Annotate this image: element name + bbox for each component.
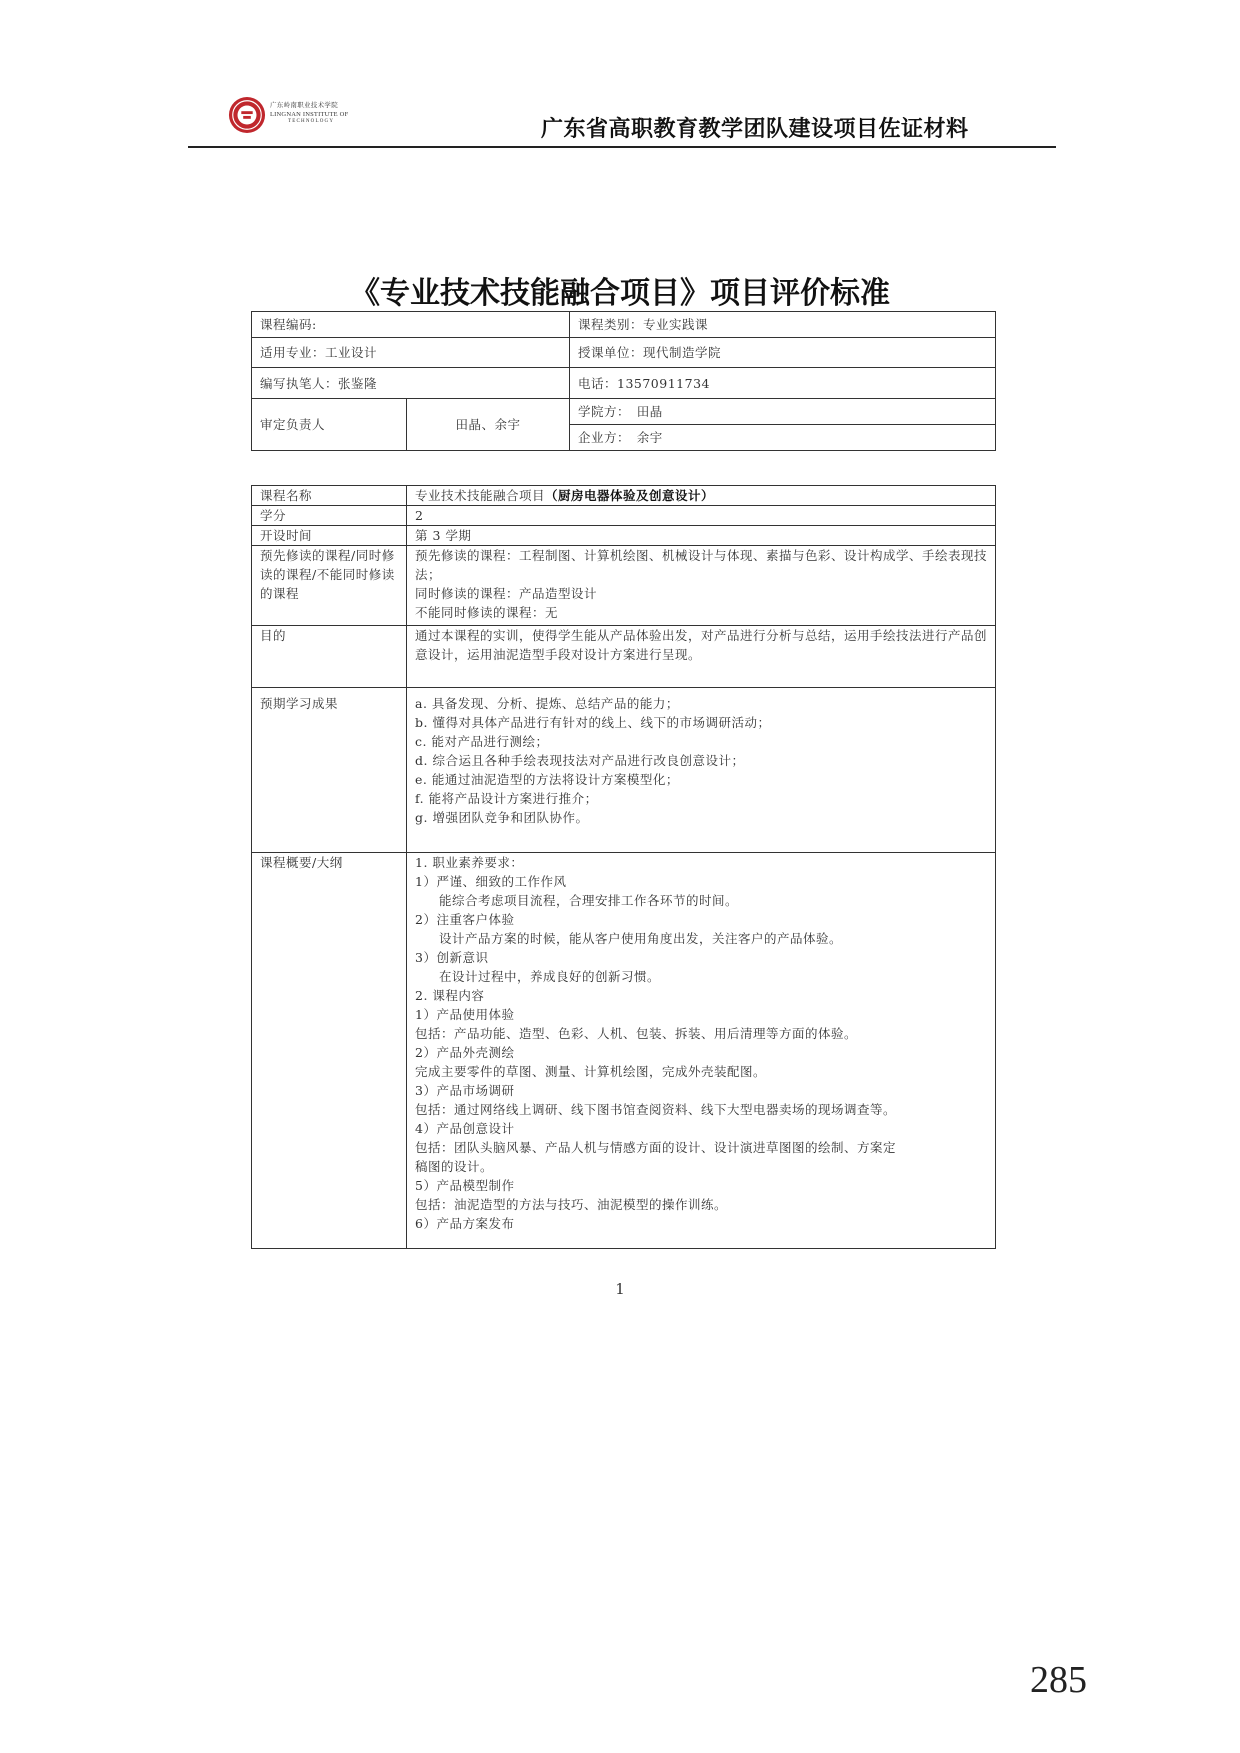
logo-en: LINGNAN INSTITUTE OF bbox=[270, 111, 349, 118]
outline-line: 5）产品模型制作 bbox=[415, 1178, 515, 1193]
course-name-label: 课程名称 bbox=[252, 486, 407, 506]
outline-line: 6）产品方案发布 bbox=[415, 1216, 515, 1231]
table-row bbox=[252, 546, 996, 626]
outline-line: 1. 职业素养要求： bbox=[415, 855, 524, 870]
prereq-line: 不能同时修读的课程：无 bbox=[415, 605, 559, 620]
outline-line: 1）产品使用体验 bbox=[415, 1007, 515, 1022]
reviewer-label: 审定负责人 bbox=[252, 399, 407, 451]
table-row bbox=[252, 399, 996, 425]
inner-page-number: 1 bbox=[615, 1280, 625, 1298]
table-row bbox=[252, 526, 996, 546]
major: 适用专业：工业设计 bbox=[252, 338, 570, 368]
course-detail-table bbox=[251, 485, 996, 1249]
goal-content: 通过本课程的实训，使得学生能从产品体验出发，对产品进行分析与总结，运用手绘技法进行产品创意设计，运用油泥造型手段对设计方案进行呈现。 bbox=[407, 626, 996, 688]
outline-line: 2）注重客户体验 bbox=[415, 912, 515, 927]
outline-line: 在设计过程中，养成良好的创新习惯。 bbox=[439, 969, 661, 984]
logo-cn: 广东岭南职业技术学院 bbox=[270, 101, 338, 109]
outline-line: 3）产品市场调研 bbox=[415, 1083, 515, 1098]
outline-line: 1）严谨、细致的工作作风 bbox=[415, 874, 567, 889]
table-row bbox=[252, 626, 996, 688]
course-code: 课程编码: bbox=[252, 312, 570, 338]
college-logo-icon bbox=[228, 96, 266, 134]
outline-line: 包括：通过网络线上调研、线下图书馆查阅资料、线下大型电器卖场的现场调查等。 bbox=[415, 1102, 897, 1117]
course-type: 课程类别：专业实践课 bbox=[570, 312, 996, 338]
term-value: 第 3 学期 bbox=[407, 526, 996, 546]
prereq-line: 同时修读的课程：产品造型设计 bbox=[415, 586, 598, 601]
outline-label: 课程概要/大纲 bbox=[252, 853, 407, 1249]
outcome-item: e. 能通过油泥造型的方法将设计方案模型化； bbox=[415, 772, 679, 787]
prereq-content bbox=[407, 546, 996, 626]
credit-label: 学分 bbox=[252, 506, 407, 526]
table-row bbox=[252, 688, 996, 853]
course-name-bold: （厨房电器体验及创意设计） bbox=[545, 488, 715, 503]
document-title: 《专业技术技能融合项目》项目评价标准 bbox=[350, 276, 890, 311]
outcome-item: a. 具备发现、分析、提炼、总结产品的能力； bbox=[415, 696, 679, 711]
prereq-line: 预先修读的课程：工程制图、计算机绘图、机械设计与体现、素描与色彩、设计构成学、手绘表现技法； bbox=[415, 548, 988, 582]
teaching-unit: 授课单位：现代制造学院 bbox=[570, 338, 996, 368]
outline-line: 2）产品外壳测绘 bbox=[415, 1045, 515, 1060]
reviewer-names: 田晶、余宇 bbox=[407, 399, 570, 451]
logo-en2: TECHNOLOGY bbox=[288, 119, 335, 124]
outline-line: 2. 课程内容 bbox=[415, 988, 485, 1003]
course-info-table bbox=[251, 311, 996, 451]
outline-content bbox=[407, 853, 996, 1249]
outcome-item: c. 能对产品进行测绘； bbox=[415, 734, 549, 749]
prereq-label: 预先修读的课程/同时修读的课程/不能同时修读的课程 bbox=[252, 546, 407, 626]
outer-page-number: 285 bbox=[1030, 1659, 1087, 1701]
term-label: 开设时间 bbox=[252, 526, 407, 546]
outline-line: 包括：产品功能、造型、色彩、人机、包装、拆装、用后清理等方面的体验。 bbox=[415, 1026, 858, 1041]
outcome-item: b. 懂得对具体产品进行有针对的线上、线下的市场调研活动； bbox=[415, 715, 771, 730]
table-row bbox=[252, 312, 996, 338]
goal-label: 目的 bbox=[252, 626, 407, 688]
outcome-item: g. 增强团队竞争和团队协作。 bbox=[415, 810, 589, 825]
table-row bbox=[252, 368, 996, 399]
enterprise-side: 企业方： 余宇 bbox=[570, 425, 996, 451]
table-row bbox=[252, 338, 996, 368]
outcome-item: d. 综合运且各种手绘表现技法对产品进行改良创意设计； bbox=[415, 753, 745, 768]
outline-line: 包括：油泥造型的方法与技巧、油泥模型的操作训练。 bbox=[415, 1197, 728, 1212]
course-name-plain: 专业技术技能融合项目 bbox=[415, 488, 546, 503]
outline-line: 4）产品创意设计 bbox=[415, 1121, 515, 1136]
outline-line: 稿图的设计。 bbox=[415, 1159, 494, 1174]
outcomes-label: 预期学习成果 bbox=[252, 688, 407, 853]
author: 编写执笔人：张鉴隆 bbox=[252, 368, 570, 399]
outcome-item: f. 能将产品设计方案进行推介； bbox=[415, 791, 598, 806]
outline-line: 3）创新意识 bbox=[415, 950, 489, 965]
header-title: 广东省高职教育教学团队建设项目佐证材料 bbox=[541, 117, 969, 142]
college-side: 学院方： 田晶 bbox=[570, 399, 996, 425]
table-row bbox=[252, 486, 996, 506]
outline-line: 包括：团队头脑风暴、产品人机与情感方面的设计、设计演进草图图的绘制、方案定 bbox=[415, 1140, 897, 1155]
table-row bbox=[252, 506, 996, 526]
logo-text bbox=[270, 100, 348, 124]
credit-value: 2 bbox=[407, 506, 996, 526]
outline-line: 完成主要零件的草图、测量、计算机绘图，完成外壳装配图。 bbox=[415, 1064, 767, 1079]
header-rule bbox=[188, 146, 1056, 148]
table-row bbox=[252, 853, 996, 1249]
outcomes-list bbox=[407, 688, 996, 853]
outline-line: 设计产品方案的时候，能从客户使用角度出发，关注客户的产品体验。 bbox=[439, 931, 843, 946]
outline-line: 能综合考虑项目流程，合理安排工作各环节的时间。 bbox=[439, 893, 739, 908]
course-name bbox=[407, 486, 996, 506]
phone: 电话：13570911734 bbox=[570, 368, 996, 399]
